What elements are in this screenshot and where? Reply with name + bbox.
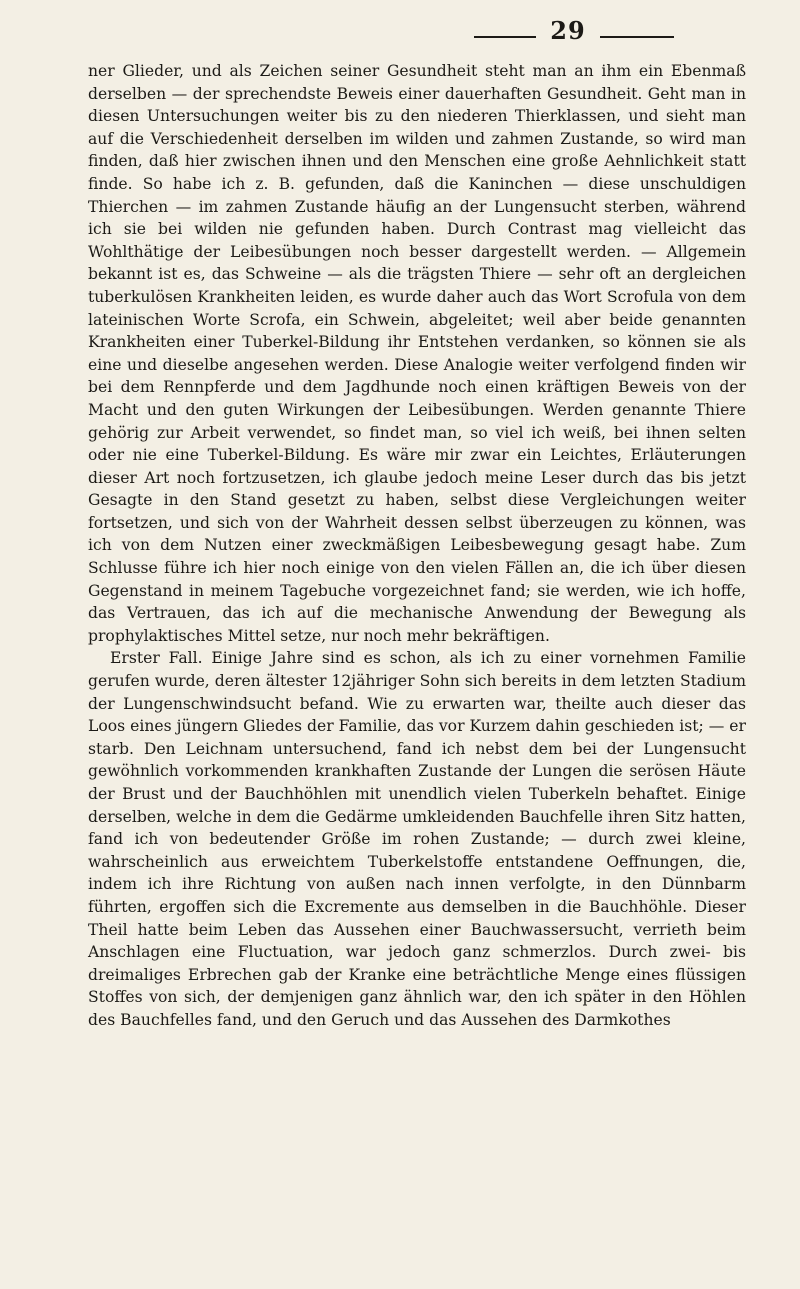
page-header — [0, 8, 800, 52]
body-text — [88, 60, 746, 1032]
page-number: 29 — [550, 16, 586, 45]
paragraph-first-case: Erster Fall. Einige Jahre sind es schon, als ich zu einer vornehmen Familie gerufen wurde, deren ältester 12jähriger Sohn sich bereits in dem letzten Stadium der Lungenschwindsucht befand. Wie zu erwarten war, theilte auch dieser das Loos eines jüngern Gliedes der Familie, das vor Kurzem dahin geschieden ist; — er starb. Den Leichnam untersuchend, fand ich nebst dem bei der Lungensucht gewöhnlich vorkommenden krankhaften Zustande der Lungen die serösen Häute der Brust und der Bauchhöhlen mit unendlich vielen Tuberkeln behaftet. Einige derselben, welche in dem die Gedärme umkleidenden Bauchfelle ihren Sitz hatten, fand ich von bedeutender Größe im rohen Zustande; — durch zwei kleine, wahrscheinlich aus erweichtem Tuberkelstoffe entstandene Oeffnungen, die, indem ich ihre Richtung von außen nach innen verfolgte, in den Dünnbarm führten, ergoffen sich die Excremente aus demselben in die Bauchhöhle. Dieser Theil hatte beim Leben das Aussehen einer Bauchwassersucht, verrieth beim Anschlagen eine Fluctuation, war jedoch ganz schmerzlos. Durch zwei- bis dreimaliges Erbrechen gab der Kranke eine beträchtliche Menge eines flüssigen Stoffes von sich, der demjenigen ganz ähnlich war, den ich später in den Höhlen des Bauchfelles fand, und den Geruch und das Aussehen des Darmkothes — [88, 649, 746, 1029]
header-rule-left — [474, 36, 536, 38]
paragraph-continuation: ner Glieder, und als Zeichen seiner Gesundheit steht man an ihm ein Ebenmaß derselben — der sprechendste Beweis einer dauerhaften Gesundheit. Geht man in diesen Untersuchungen weiter bis zu den niederen Thierklassen, und sieht man auf die Verschiedenheit derselben im wilden und zahmen Zustande, so wird man finden, daß hier zwischen ihnen und den Menschen eine große Aehnlichkeit statt finde. So habe ich z. B. gefunden, daß die Kaninchen — diese unschuldigen Thierchen — im zahmen Zustande häufig an der Lungensucht sterben, während ich sie bei wilden nie gefunden haben. Durch Contrast mag vielleicht das Wohlthätige der Leibesübungen noch besser dargestellt werden. — Allgemein bekannt ist es, das Schweine — als die trägsten Thiere — sehr oft an dergleichen tuberkulösen Krankheiten leiden, es wurde daher auch das Wort Scrofula von dem lateinischen Worte Scrofa, ein Schwein, abgeleitet; weil aber beide genannten Krankheiten einer Tuberkel-Bildung ihr Entstehen verdanken, so können sie als eine und dieselbe angesehen werden. Diese Analogie weiter verfolgend finden wir bei dem Rennpferde und dem Jagdhunde noch einen kräftigen Beweis von der Macht und den guten Wirkungen der Leibesübungen. Werden genannte Thiere gehörig zur Arbeit verwendet, so findet man, so viel ich weiß, bei ihnen selten oder nie eine Tuberkel-Bildung. Es wäre mir zwar ein Leichtes, Erläuterungen dieser Art noch fortzusetzen, ich glaube jedoch meine Leser durch das bis jetzt Gesagte in den Stand gesetzt zu haben, selbst diese Vergleichungen weiter fortsetzen, und sich von der Wahrheit dessen selbst überzeugen zu können, was ich von dem Nutzen einer zweckmäßigen Leibesbewegung gesagt habe. Zum Schlusse führe ich hier noch einige von den vielen Fällen an, die ich über diesen Gegenstand in meinem Tagebuche vorgezeichnet fand; sie werden, wie ich hoffe, das Vertrauen, das ich auf die mechanische Anwendung der Bewegung als prophylaktisches Mittel setze, nur noch mehr bekräftigen. — [88, 62, 746, 645]
header-rule-right — [600, 36, 674, 38]
